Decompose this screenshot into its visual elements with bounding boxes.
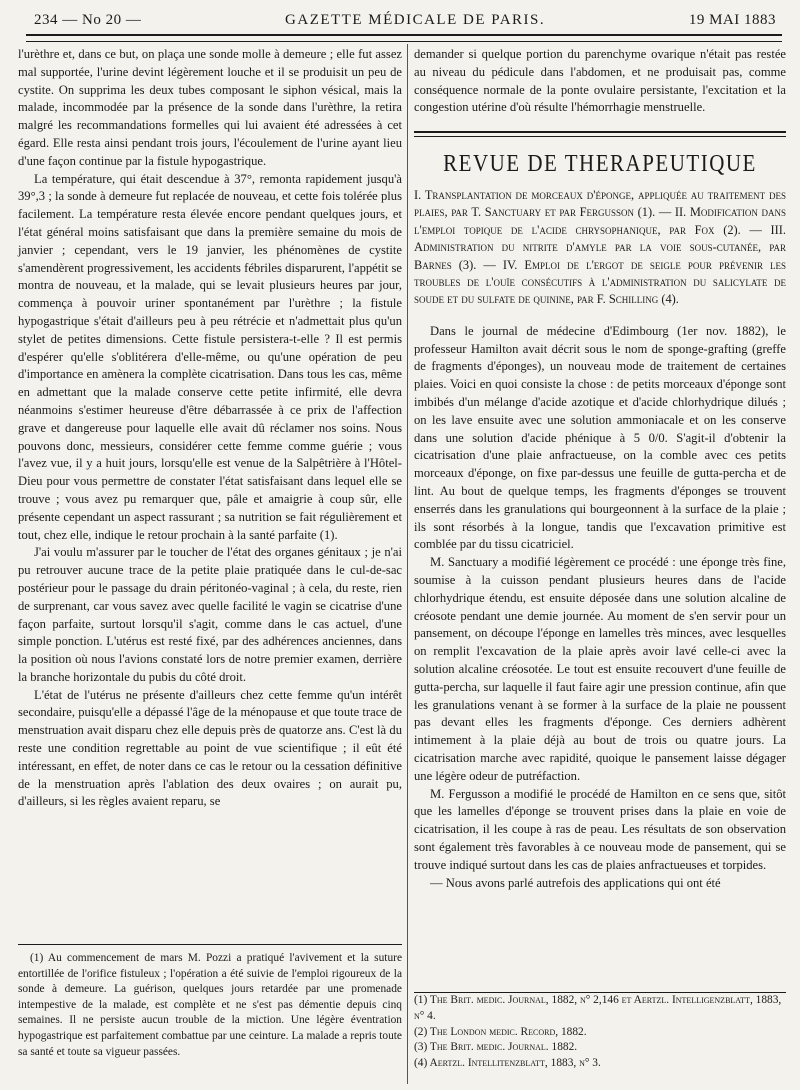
right-paragraph: M. Fergusson a modifié le procédé de Hamilton en ce sens que, sitôt que les lamelles d'éponge se trouvent prises dans la plaie en voie de cicatrisation, il les coupe à ras de peau. Les résultats de son observation sont également très favorables à ce nouveau mode de pansement, qui se trouve indiqué surtout dans les cas de plaies anfractueuses et torpides. [414, 786, 786, 872]
header-rule [26, 34, 782, 42]
right-paragraph: Dans le journal de médecine d'Edimbourg (1er nov. 1882), le professeur Hamilton avait décrit sous le nom de sponge-grafting (greffe de fragments d'éponges), un nouveau mode de traitement de certaines plaies. Voici en quoi consiste la chose : de petits morceaux d'éponge sont imbibés d'un mélange d'acide azotique et d'acide chlorhydrique dilués ; on les lave ensuite avec une solution ammoniacale et on les conserve dans une solution d'acide phénique à 5 0/0. S'agit-il d'obtenir la cicatrisation d'une plaie anfractueuse, on la comble avec ces petits morceaux d'éponge, on fixe par-dessus une feuille de gutta-percha et de lint. Au bout de quelque temps, les fragments d'éponges se trouvent enserrés dans les granulations qui bourgeonnent à la surface de la plaie ; ils sont résorbés à la longue, tandis que l'excavation primitive est comblée par du tissu cicatriciel. [414, 323, 786, 552]
column-divider [407, 44, 408, 1084]
footnote: (4) Aertzl. Intellitenzblatt, 1883, n° 3. [414, 1057, 601, 1070]
footnote: (1) Au commencement de mars M. Pozzi a pratiqué l'avivement et la suture entortillée de l'orifice fistuleux ; l'opération a été suivie de l'emploi rigoureux de la sonde à demeure. La guérison, quelques jours retardée par une promenade intempestive de la malade, est complète et ne s'est pas démentie depuis cinq semaines. Il ne persiste aucun trouble de la miction. Une légère éventration hypogastrique est parfaitement combattue par une ceinture. La malade a repris toute sa santé et toute sa vigueur passées. [18, 952, 402, 1058]
right-intro-paragraph: demander si quelque portion du parenchyme ovarique n'était pas restée au niveau du pédicule dans l'abdomen, et ne produisait pas, comme conséquence normale de la ponte ovulaire persistante, l'excitation et la congestion utérine d'où résulte l'hémorrhagie menstruelle. [414, 47, 786, 115]
footnote-rule [18, 944, 402, 945]
right-paragraph: M. Sanctuary a modifié légèrement ce procédé : une éponge très fine, soumise à la cuisson pendant plusieurs heures dans de l'acide chlorhydrique étendu, est ensuite déposée dans une solution alcaline de créosote pendant une demie journée. Au moment de s'en servir pour un pansement, on découpe l'éponge en lamelles très minces, avec lesquelles on remplit l'excavation de la plaie après avoir lavé celle-ci avec la solution alcaline créosotée. Le tout est ensuite recouvert d'une feuille de gutta-percha, sur laquelle il faut faire agir une pression continue, afin que les granulations venant à se former à la surface de la plaie ne poussent pas devant elles les fragments d'éponge. Ces derniers adhèrent intimement à la plaie déjà au bout de trois ou quatre jours. La cicatrisation marche avec rapidité, quoique le pansement laisse dégager une légère odeur de putréfaction. [414, 555, 786, 783]
journal-title: GAZETTE MÉDICALE DE PARIS. [285, 12, 546, 28]
right-column [414, 46, 786, 892]
footnote: (1) The Brit. medic. Journal, 1882, n° 2,146 et Aertzl. Intelligenzblatt, 1883, n° 4. [414, 994, 782, 1022]
left-paragraph: l'urèthre et, dans ce but, on plaça une sonde molle à demeure ; elle fut assez mal supportée, l'urine devint légèrement louche et il se produisit un peu de cystite. On supprima les deux tubes composant le siphon vésical, mais la malade, incommodée par la présence de la sonde dans l'urèthre, la retira malgré les recommandations formelles qui lui avaient été adressées à cet égard. Elle resta ainsi pendant trois jours, l'écoulement de l'urine ayant lieu d'une façon continue par la fistule hypogastrique. [18, 47, 402, 168]
issue-date: 19 MAI 1883 [688, 12, 776, 28]
page-number: 234 — No 20 — [34, 12, 142, 28]
left-paragraph: La température, qui était descendue à 37°, remonta rapidement jusqu'à 39°,3 ; la sonde à demeure fut replacée de nouveau, et cette fois tolérée plus facilement. La température resta élevée encore pendant quelques jours, et l'état général moins satisfaisant que dans la première semaine du mois de janvier ; cependant, vers le 19 janvier, les phénomènes de cystite s'amendèrent progressivement, les accidents fébriles disparurent, l'appétit se montra de nouveau, et la malade, qui se levait plusieurs heures par jour, commença à pouvoir uriner spontanément par l'urèthre ; la fistule hypogastrique s'était d'ailleurs peu à peu rétrécie et n'admettait plus qu'un stylet de petites dimensions. Cette fistule persistera-t-elle ? Il est permis d'espérer qu'elle s'oblitérera d'elle-même, ou qu'une opération de peu d'importance en amènera la complète cicatrisation. Dans tous les cas, même en admettant que la malade conserve cette petite infirmité, elle devra néanmoins s'estimer heureuse d'être débarrassée à ce prix de l'affection grave et dangereuse pour laquelle elle avait dû réclamer nos soins. Nous pouvons donc, messieurs, considérer cette femme comme guérie ; vous l'avez vue, il y a huit jours, lorsqu'elle est venue de la Salpêtrière à l'Hôtel-Dieu pour vous permettre de constater l'état satisfaisant dans lequel elle se trouve ; vous avez pu remarquer que, pâle et amaigrie à coup sûr, elle présente cependant un aspect rassurant ; sa nutrition se fait régulièrement et tout, chez elle, indique le retour prochain à la santé parfaite (1). [18, 171, 402, 542]
section-rule [414, 131, 786, 137]
left-paragraph: L'état de l'utérus ne présente d'ailleurs chez cette femme qu'un intérêt secondaire, puisqu'elle a dépassé l'âge de la ménopause et que toute trace de menstruation avait disparu chez elle depuis près de quatorze ans. C'est là du reste une condition regrettable au point de vue scientifique ; il eût été intéressant, en effet, de noter dans ce cas le retour ou la cessation définitive de la menstruation après l'ablation des deux ovaires ; on aurait pu, d'ailleurs, si les règles avaient reparu, se [18, 687, 402, 809]
section-title: REVUE DE THERAPEUTIQUE [443, 149, 757, 177]
left-paragraph: J'ai voulu m'assurer par le toucher de l'état des organes génitaux ; je n'ai pu retrouver aucune trace de la petite plaie pratiquée dans le cul-de-sac postérieur pour le passage du drain péritonéo-vaginal ; à cela, du reste, rien de surprenant, car vous savez avec quelle facilité le vagin se cicatrise d'une façon parfaite, surtout lorsqu'il s'agit, comme dans le cas actuel, d'une simple ponction. L'utérus est resté fixé, par des adhérences anciennes, dans la position où nous l'avions constaté lors de notre premier examen, derrière la branche horizontale du pubis du côté droit. [18, 545, 402, 684]
section-contents: I. Transplantation de morceaux d'éponge, appliquée au traitement des plaies, par T. Sanctuary et par Fergusson (1). — II. Modification dans l'emploi topique de l'acide chrysophanique, par Fox (2). — III. Administration du nitrite d'amyle par la voie sous-cutanée, par Barnes (3). — IV. Emploi de l'ergot de seigle pour prévenir les troubles de l'ouïe consécutifs à l'administration du salicylate de soude et du sulfate de quinine, par F. Schilling (4). [414, 187, 786, 307]
left-footnotes [18, 944, 402, 1060]
left-column [18, 46, 402, 811]
page-header [34, 12, 776, 32]
footnote: (2) The London medic. Record, 1882. [414, 1025, 587, 1038]
right-paragraph: — Nous avons parlé autrefois des applications qui ont été [430, 875, 721, 890]
right-footnotes [414, 992, 786, 1072]
footnote: (3) The Brit. medic. Journal. 1882. [414, 1041, 578, 1054]
